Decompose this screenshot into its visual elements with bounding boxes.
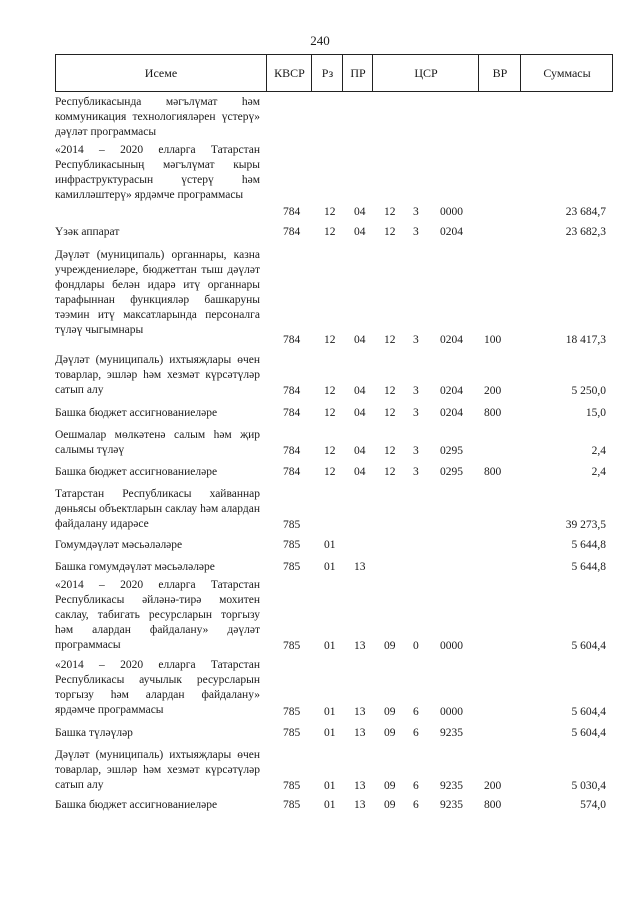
row-name: Гомумдәүләт мәсьәләләре: [55, 539, 183, 551]
row-kvsr: 784: [283, 445, 301, 457]
row-sum: 2,4: [591, 466, 606, 478]
row-sum: 574,0: [580, 799, 606, 811]
row-pr: 13: [354, 799, 366, 811]
row-name: Башка түләүләр: [55, 727, 133, 739]
row-pr: 04: [354, 445, 366, 457]
row-sum: 18 417,3: [565, 334, 606, 346]
row-csr-program: 12: [384, 226, 396, 238]
row-pr: 13: [354, 780, 366, 792]
row-name: Башка бюджет ассигнованиеләре: [55, 799, 218, 811]
row-rz: 12: [324, 334, 336, 346]
row-vr: 800: [484, 799, 502, 811]
row-kvsr: 784: [283, 226, 301, 238]
row-csr-subprogram: 3: [413, 226, 419, 238]
row-kvsr: 785: [283, 727, 301, 739]
row-kvsr: 784: [283, 385, 301, 397]
row-rz: 12: [324, 466, 336, 478]
header-name: Исеме: [144, 66, 178, 80]
table-row: [0, 225, 640, 240]
row-rz: 12: [324, 407, 336, 419]
row-csr-subprogram: 6: [413, 780, 419, 792]
row-rz: 12: [324, 385, 336, 397]
row-sum: 5 644,8: [571, 539, 606, 551]
row-rz: 01: [324, 706, 336, 718]
row-vr: 200: [484, 780, 502, 792]
row-name: Башка бюджет ассигнованиеләре: [55, 407, 218, 419]
row-csr-subprogram: 6: [413, 727, 419, 739]
row-sum: 5 604,4: [571, 727, 606, 739]
row-name: Оешмалар мөлкәтенә салым һәм җир салымы түләү: [55, 429, 260, 456]
row-csr-program: 12: [384, 445, 396, 457]
row-rz: 01: [324, 640, 336, 652]
table-row: [0, 658, 640, 720]
table-row: [0, 538, 640, 553]
row-csr-code: 9235: [440, 799, 463, 811]
header-vr: ВР: [478, 55, 521, 91]
row-csr-program: 09: [384, 799, 396, 811]
row-csr-program: 09: [384, 706, 396, 718]
row-sum: 5 030,4: [571, 780, 606, 792]
row-rz: 01: [324, 561, 336, 573]
row-rz: 12: [324, 206, 336, 218]
table-row: [0, 406, 640, 421]
row-csr-program: 12: [384, 407, 396, 419]
row-csr-subprogram: 3: [413, 466, 419, 478]
row-kvsr: 785: [283, 799, 301, 811]
row-pr: 04: [354, 206, 366, 218]
header-rz: Рз: [311, 55, 343, 91]
row-csr-program: 09: [384, 727, 396, 739]
row-pr: 13: [354, 640, 366, 652]
row-pr: 13: [354, 561, 366, 573]
row-csr-code: 0204: [440, 385, 463, 397]
row-csr-subprogram: 6: [413, 706, 419, 718]
row-name: Республикасында мәгълүмат һәм коммуникация технологияләрен үстерү» дәүләт программасы: [55, 96, 260, 138]
row-sum: 5 604,4: [571, 640, 606, 652]
row-sum: 5 644,8: [571, 561, 606, 573]
header-pr: ПР: [342, 55, 373, 91]
table-row: [0, 143, 640, 220]
row-pr: 04: [354, 407, 366, 419]
row-pr: 04: [354, 385, 366, 397]
table-row: [0, 248, 640, 348]
row-name: Башка гомумдәүләт мәсьәләләре: [55, 561, 215, 573]
page-number: 240: [310, 33, 330, 48]
header-kvsr: КВСР: [266, 55, 312, 91]
row-name: Дәүләт (муниципаль) органнары, казна учреждениеләре, бюджеттан тыш дәүләт фондлары белән идарә итү органнары тарафыннан функцияләр башкаруны тәэмин итү максатларында персоналга түләү чыгымнары: [55, 249, 260, 336]
row-kvsr: 785: [283, 780, 301, 792]
row-kvsr: 784: [283, 334, 301, 346]
row-name: Татарстан Республикасы хайваннар дөньясы объектларын саклау һәм алардан файдалану идарәсе: [55, 488, 260, 530]
row-sum: 39 273,5: [565, 519, 606, 531]
row-kvsr: 784: [283, 407, 301, 419]
row-csr-subprogram: 3: [413, 407, 419, 419]
row-sum: 2,4: [591, 445, 606, 457]
row-sum: 5 604,4: [571, 706, 606, 718]
row-csr-code: 9235: [440, 727, 463, 739]
row-pr: 04: [354, 226, 366, 238]
row-csr-code: 0204: [440, 407, 463, 419]
row-csr-code: 0000: [440, 206, 463, 218]
row-pr: 13: [354, 727, 366, 739]
table-row: [0, 95, 640, 140]
row-csr-program: 12: [384, 334, 396, 346]
row-csr-subprogram: 3: [413, 385, 419, 397]
row-kvsr: 785: [283, 539, 301, 551]
row-vr: 100: [484, 334, 502, 346]
table-row: [0, 560, 640, 575]
header-csr: ЦСР: [372, 55, 479, 91]
row-name: Дәүләт (муниципаль) ихтыяҗлары өчен товарлар, эшләр һәм хезмәт күрсәтүләр сатып алу: [55, 749, 260, 791]
table-row: [0, 428, 640, 459]
row-kvsr: 784: [283, 206, 301, 218]
row-sum: 15,0: [585, 407, 606, 419]
row-csr-subprogram: 0: [413, 640, 419, 652]
row-csr-code: 0295: [440, 466, 463, 478]
row-csr-subprogram: 3: [413, 334, 419, 346]
row-kvsr: 785: [283, 706, 301, 718]
row-csr-code: 0204: [440, 226, 463, 238]
table-row: [0, 748, 640, 794]
row-csr-program: 12: [384, 385, 396, 397]
row-csr-subprogram: 3: [413, 206, 419, 218]
row-csr-code: 0000: [440, 640, 463, 652]
table-row: [0, 726, 640, 741]
row-rz: 01: [324, 539, 336, 551]
table-header: [55, 54, 613, 92]
row-csr-code: 0000: [440, 706, 463, 718]
row-sum: 5 250,0: [571, 385, 606, 397]
row-name: Дәүләт (муниципаль) ихтыяҗлары өчен товарлар, эшләр һәм хезмәт күрсәтүләр сатып алу: [55, 354, 260, 396]
header-sum: Суммасы: [520, 55, 613, 91]
row-vr: 800: [484, 407, 502, 419]
row-csr-code: 0295: [440, 445, 463, 457]
row-csr-subprogram: 3: [413, 445, 419, 457]
table-row: [0, 578, 640, 654]
row-kvsr: 785: [283, 561, 301, 573]
row-csr-code: 9235: [440, 780, 463, 792]
row-pr: 04: [354, 466, 366, 478]
table-row: [0, 487, 640, 533]
row-sum: 23 684,7: [565, 206, 606, 218]
row-csr-program: 12: [384, 466, 396, 478]
table-row: [0, 353, 640, 399]
row-csr-program: 09: [384, 640, 396, 652]
row-kvsr: 784: [283, 466, 301, 478]
table-row: [0, 465, 640, 480]
row-name: «2014 – 2020 елларга Татарстан Республикасы аучылык ресурсларын торгызу һәм алардан файдалану» ярдәмче программасы: [55, 659, 260, 716]
row-csr-code: 0204: [440, 334, 463, 346]
row-kvsr: 785: [283, 519, 301, 531]
row-name: «2014 – 2020 елларга Татарстан Республикасының мәгълүмат кыры инфраструктурасын үстерү һәм камилләштерү» ярдәмче программасы: [55, 144, 260, 201]
row-csr-program: 09: [384, 780, 396, 792]
row-csr-program: 12: [384, 206, 396, 218]
row-vr: 200: [484, 385, 502, 397]
row-rz: 01: [324, 727, 336, 739]
row-pr: 13: [354, 706, 366, 718]
row-rz: 01: [324, 780, 336, 792]
table-row: [0, 798, 640, 813]
row-pr: 04: [354, 334, 366, 346]
row-vr: 800: [484, 466, 502, 478]
row-kvsr: 785: [283, 640, 301, 652]
row-name: Үзәк аппарат: [55, 226, 120, 238]
row-rz: 01: [324, 799, 336, 811]
row-sum: 23 682,3: [565, 226, 606, 238]
row-name: Башка бюджет ассигнованиеләре: [55, 466, 218, 478]
row-csr-subprogram: 6: [413, 799, 419, 811]
row-name: «2014 – 2020 елларга Татарстан Республикасы әйләнә-тирә мохитен саклау, табигать ресурсларын торгызу һәм алардан файдалану» дәүләт программасы: [55, 579, 260, 651]
row-rz: 12: [324, 445, 336, 457]
row-rz: 12: [324, 226, 336, 238]
